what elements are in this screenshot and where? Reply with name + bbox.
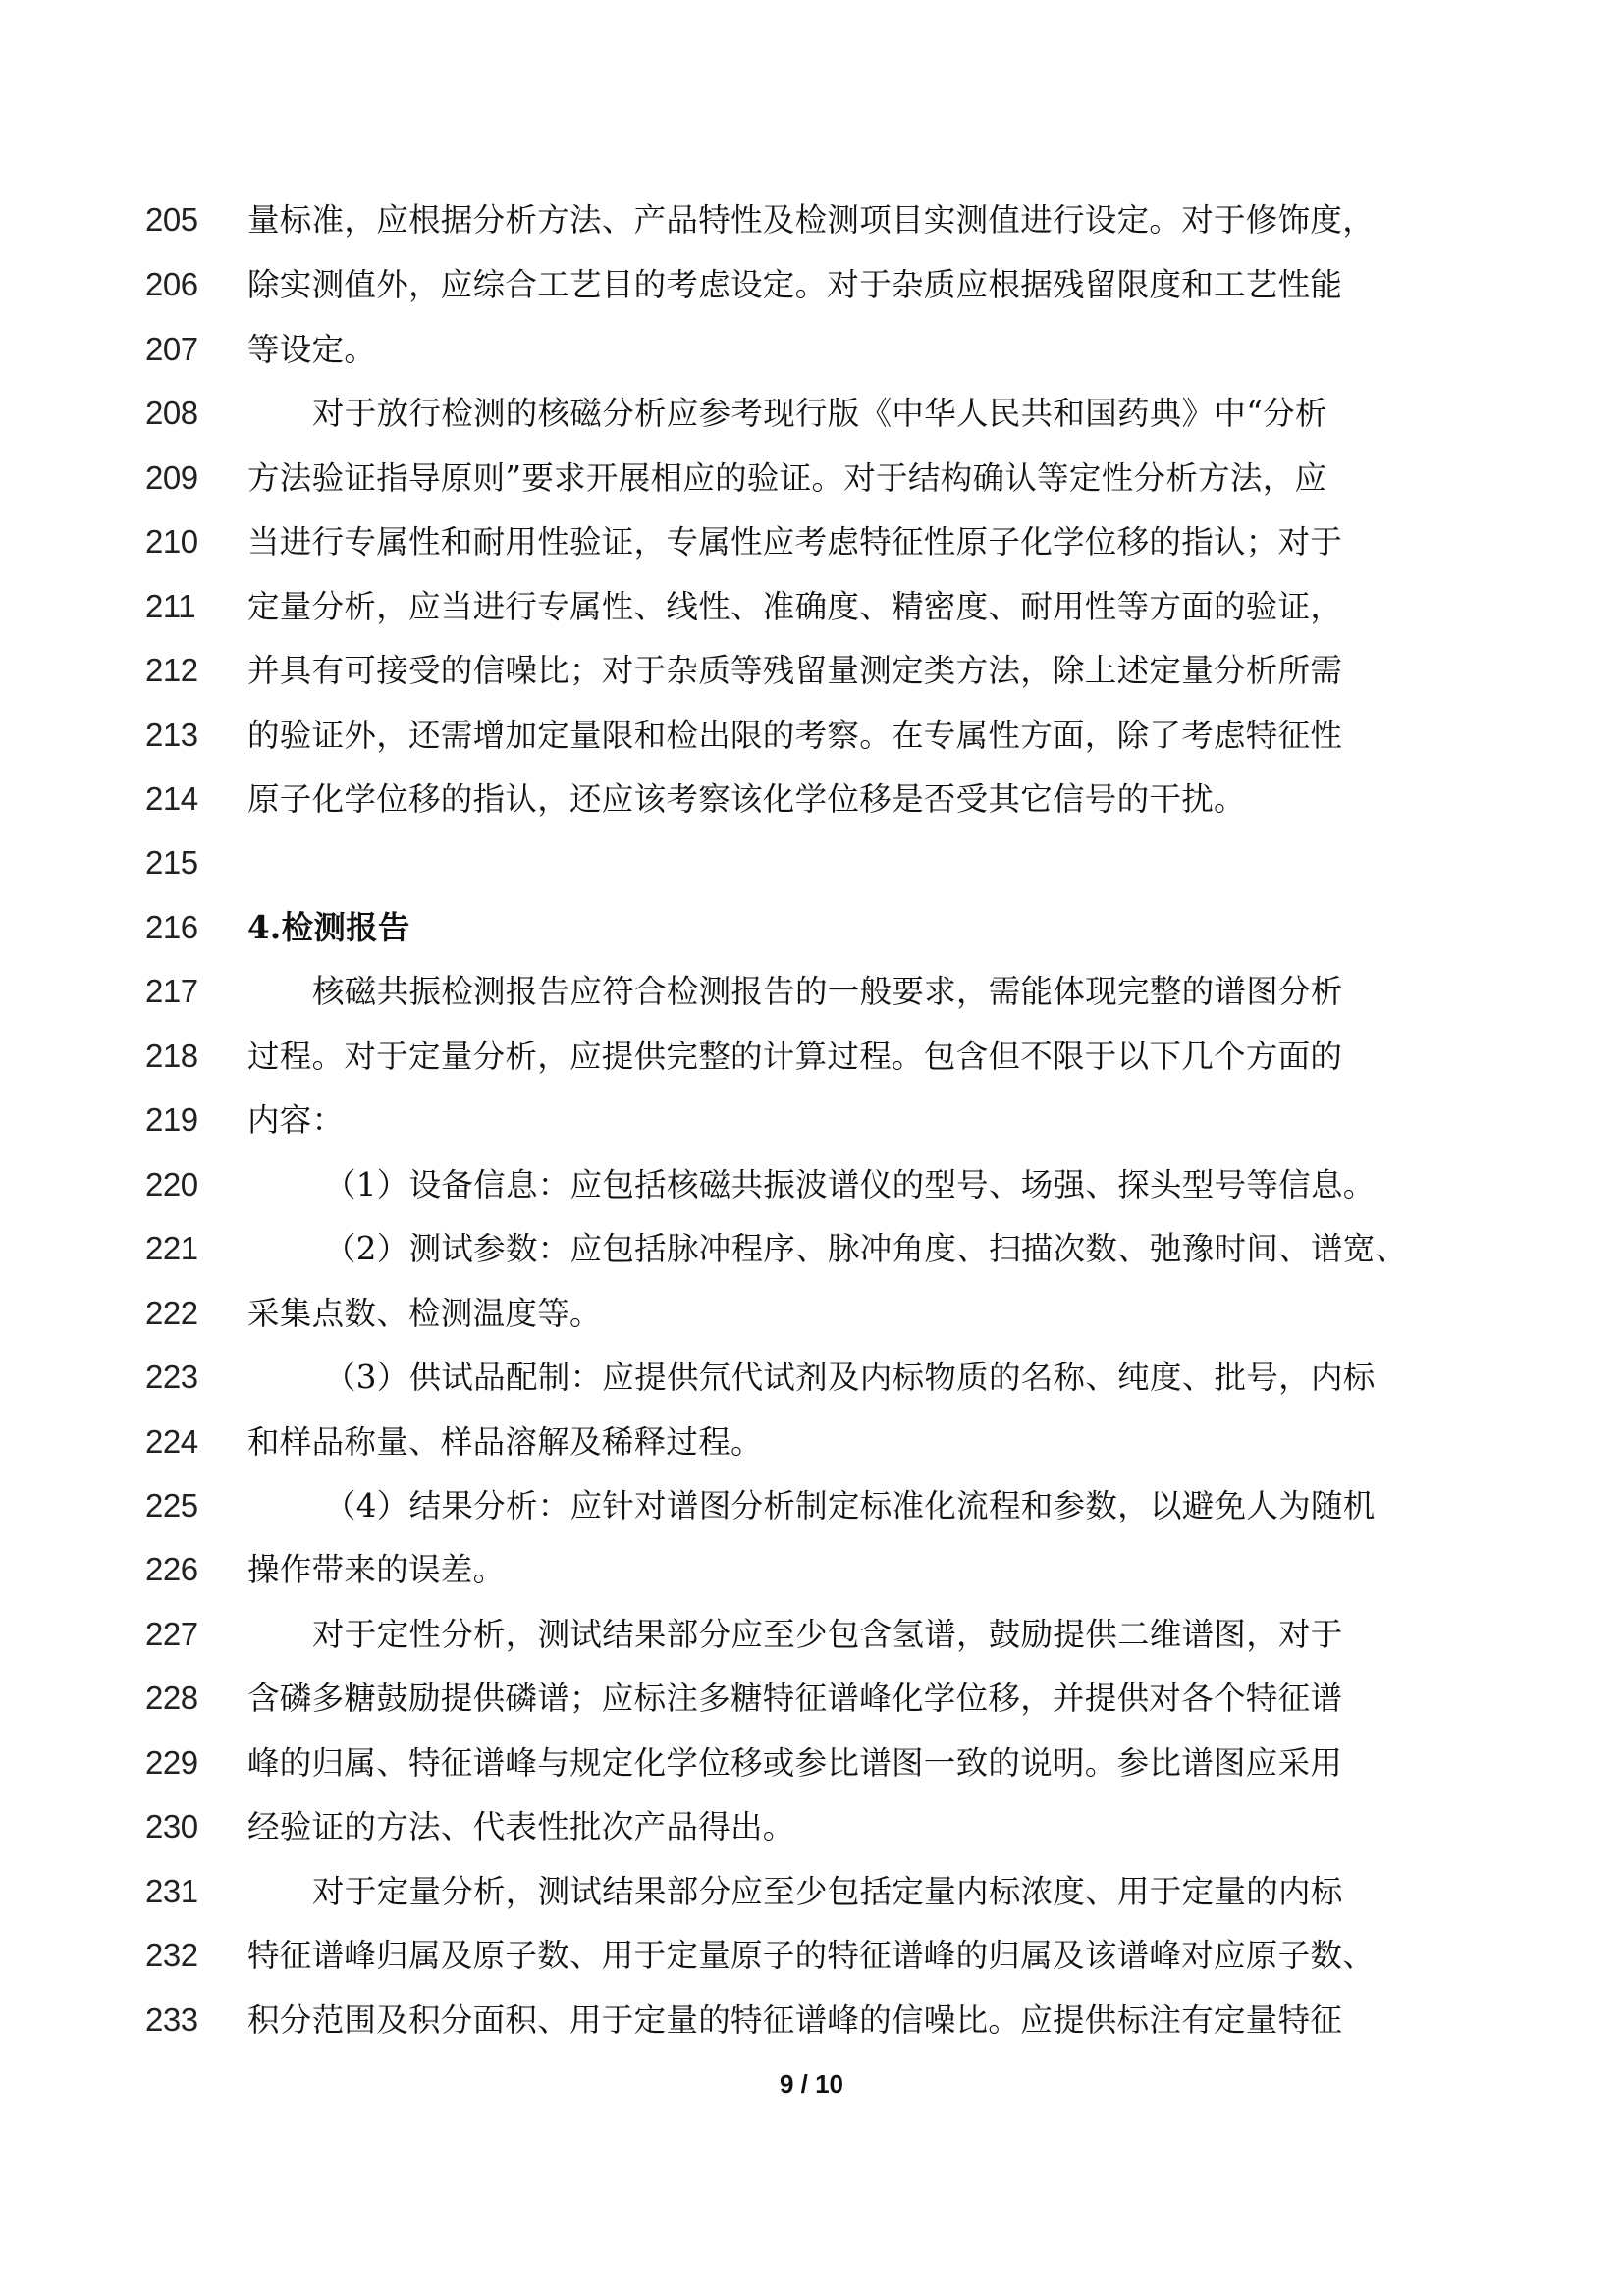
line-number: 226 <box>145 1551 198 1587</box>
line-number: 214 <box>145 780 198 817</box>
line-text: 原子化学位移的指认，还应该考察该化学位移是否受其它信号的干扰。 <box>247 780 1246 818</box>
line-number: 225 <box>145 1487 198 1523</box>
line-number: 221 <box>145 1230 198 1266</box>
line-text: （1）设备信息：应包括核磁共振波谱仪的型号、场强、探头型号等信息。 <box>324 1166 1376 1203</box>
line-text: 量标准，应根据分析方法、产品特性及检测项目实测值进行设定。对于修饰度， <box>247 201 1376 239</box>
line-text: （2）测试参数：应包括脉冲程序、脉冲角度、扫描次数、弛豫时间、谱宽、 <box>324 1230 1408 1267</box>
line-text: 当进行专属性和耐用性验证，专属性应考虑特征性原子化学位移的指认；对于 <box>247 523 1343 561</box>
line-number: 205 <box>145 201 198 238</box>
line-number: 220 <box>145 1166 198 1202</box>
line-number: 218 <box>145 1038 198 1074</box>
text-line <box>0 381 1623 446</box>
text-line <box>0 1666 1623 1731</box>
line-number: 206 <box>145 266 198 302</box>
text-line <box>0 703 1623 768</box>
line-number: 223 <box>145 1359 198 1395</box>
line-text: 对于放行检测的核磁分析应参考现行版《中华人民共和国药典》中“分析 <box>312 395 1327 432</box>
line-text: 积分范围及积分面积、用于定量的特征谱峰的信噪比。应提供标注有定量特征 <box>247 2002 1343 2039</box>
text-line <box>0 1281 1623 1346</box>
text-line <box>0 1602 1623 1667</box>
text-line <box>0 1410 1623 1474</box>
line-text: （3）供试品配制：应提供氘代试剂及内标物质的名称、纯度、批号，内标 <box>324 1359 1376 1396</box>
text-line <box>0 1731 1623 1795</box>
line-number: 224 <box>145 1423 198 1460</box>
line-text: 核磁共振检测报告应符合检测报告的一般要求，需能体现完整的谱图分析 <box>312 973 1343 1010</box>
line-text: 方法验证指导原则”要求开展相应的验证。对于结构确认等定性分析方法，应 <box>247 459 1327 497</box>
line-number: 209 <box>145 459 198 496</box>
line-number: 208 <box>145 395 198 431</box>
page-number: 9 / 10 <box>779 2069 844 2099</box>
line-number: 213 <box>145 717 198 753</box>
line-text: 并具有可接受的信噪比；对于杂质等残留量测定类方法，除上述定量分析所需 <box>247 652 1343 689</box>
line-text: （4）结果分析：应针对谱图分析制定标准化流程和参数，以避免人为随机 <box>324 1487 1376 1524</box>
text-line <box>0 1473 1623 1538</box>
line-number: 231 <box>145 1873 198 1909</box>
line-text: 的验证外，还需增加定量限和检出限的考察。在专属性方面，除了考虑特征性 <box>247 717 1343 754</box>
line-text: 和样品称量、样品溶解及稀释过程。 <box>247 1423 763 1461</box>
line-text: 经验证的方法、代表性批次产品得出。 <box>247 1808 795 1845</box>
line-number: 217 <box>145 973 198 1009</box>
text-line <box>0 1152 1623 1217</box>
section-heading-line <box>0 895 1623 960</box>
text-line <box>0 1923 1623 1988</box>
line-text: 对于定量分析，测试结果部分应至少包括定量内标浓度、用于定量的内标 <box>312 1873 1343 1910</box>
text-line <box>0 1859 1623 1924</box>
text-line <box>0 1088 1623 1152</box>
text-line <box>0 830 1623 895</box>
line-text: 峰的归属、特征谱峰与规定化学位移或参比谱图一致的说明。参比谱图应采用 <box>247 1744 1343 1782</box>
text-line <box>0 446 1623 510</box>
text-line <box>0 959 1623 1024</box>
line-text: 操作带来的误差。 <box>247 1551 506 1588</box>
line-text: 除实测值外，应综合工艺目的考虑设定。对于杂质应根据残留限度和工艺性能 <box>247 266 1343 303</box>
line-number: 219 <box>145 1101 198 1138</box>
text-line <box>0 1537 1623 1602</box>
line-number: 207 <box>145 331 198 367</box>
text-line <box>0 767 1623 831</box>
line-number: 216 <box>145 909 198 945</box>
text-line <box>0 187 1623 252</box>
text-line <box>0 252 1623 317</box>
line-text: 采集点数、检测温度等。 <box>247 1295 602 1332</box>
text-line <box>0 574 1623 639</box>
text-line <box>0 317 1623 382</box>
text-line <box>0 1794 1623 1859</box>
line-number: 227 <box>145 1616 198 1652</box>
line-text: 等设定。 <box>247 331 377 368</box>
line-text: 定量分析，应当进行专属性、线性、准确度、精密度、耐用性等方面的验证， <box>247 588 1343 625</box>
line-text: 内容： <box>247 1101 345 1139</box>
line-number: 229 <box>145 1744 198 1781</box>
text-line <box>0 1024 1623 1089</box>
line-number: 215 <box>145 844 198 881</box>
line-text: 过程。对于定量分析，应提供完整的计算过程。包含但不限于以下几个方面的 <box>247 1038 1343 1075</box>
line-number: 212 <box>145 652 198 688</box>
text-line <box>0 509 1623 574</box>
text-line <box>0 1988 1623 2053</box>
line-number: 222 <box>145 1295 198 1331</box>
text-line <box>0 638 1623 703</box>
section-heading: 4.检测报告 <box>247 908 410 946</box>
text-line <box>0 1345 1623 1410</box>
line-number: 232 <box>145 1937 198 1973</box>
line-text: 特征谱峰归属及原子数、用于定量原子的特征谱峰的归属及该谱峰对应原子数、 <box>247 1937 1376 1974</box>
line-number: 233 <box>145 2002 198 2038</box>
line-number: 230 <box>145 1808 198 1844</box>
line-text: 含磷多糖鼓励提供磷谱；应标注多糖特征谱峰化学位移，并提供对各个特征谱 <box>247 1680 1343 1717</box>
line-number: 211 <box>145 588 196 624</box>
text-line <box>0 1216 1623 1281</box>
line-text: 对于定性分析，测试结果部分应至少包含氢谱，鼓励提供二维谱图，对于 <box>312 1616 1343 1653</box>
line-number: 210 <box>145 523 198 560</box>
line-number: 228 <box>145 1680 198 1716</box>
